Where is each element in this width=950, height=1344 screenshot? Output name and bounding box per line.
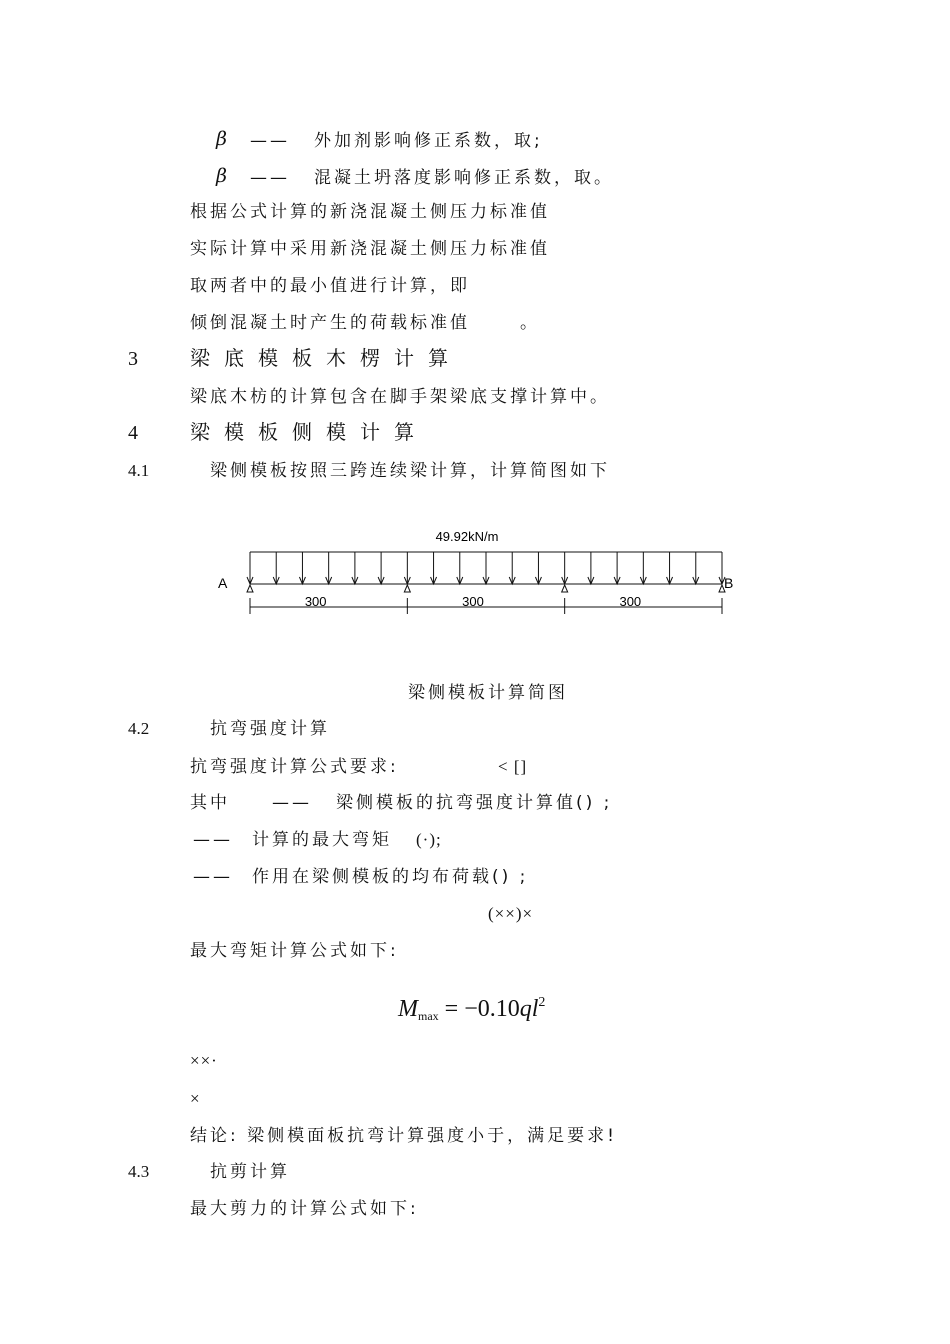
subsection-number: 4.3 (128, 1162, 150, 1181)
support-label-a: A (218, 575, 228, 591)
load-text: 作用在梁侧模板的均布荷载() ; (252, 867, 529, 887)
section-number: 4 (128, 422, 138, 444)
where-lead: 其中 (190, 793, 230, 813)
subsection-number: 4.1 (128, 461, 150, 480)
beta-symbol: β (216, 128, 227, 150)
load-label: 49.92kN/m (435, 529, 499, 544)
text-line: 根据公式计算的新浇混凝土侧压力标准值 (190, 202, 550, 222)
support-label-b: B (724, 575, 734, 591)
moment-unit: (·); (416, 830, 442, 849)
supports (247, 585, 725, 592)
text-line: 梁侧模板按照三跨连续梁计算，计算简图如下 (210, 461, 610, 481)
section-number: 3 (128, 348, 138, 370)
load-dash: —— (193, 867, 233, 887)
where-dash: —— (272, 793, 312, 813)
dimension-label: 300 (462, 594, 484, 609)
calc-line: ××· (190, 1051, 218, 1070)
formula-sup: 2 (538, 995, 546, 1010)
text-line: 抗弯强度计算公式要求: (190, 757, 399, 777)
text-line: 实际计算中采用新浇混凝土侧压力标准值 (190, 239, 550, 259)
subsection-title: 抗剪计算 (210, 1162, 290, 1182)
subsection-number: 4.2 (128, 719, 150, 738)
formula-requirement: < [] (498, 757, 528, 776)
formula-q: q (519, 996, 532, 1022)
support-triangle (404, 585, 410, 592)
diagram-caption: 梁侧模板计算简图 (408, 683, 568, 703)
beta2-dash: —— (250, 168, 290, 188)
formula-l: l (531, 996, 539, 1022)
beam-diagram (200, 520, 760, 630)
moment-dash: —— (193, 830, 233, 850)
formula-eq: = −0.10 (438, 996, 520, 1022)
text-line: 取两者中的最小值进行计算，即 (190, 276, 470, 296)
section-heading: 梁底模板木楞计算 (190, 346, 462, 370)
dimension-label: 300 (619, 594, 642, 609)
support-triangle (247, 585, 253, 592)
beta2-text: 混凝土坍落度影响修正系数，取。 (314, 168, 614, 188)
dimension-line (250, 592, 722, 614)
where-text: 梁侧模板的抗弯强度计算值() ; (336, 793, 613, 813)
text-line: 最大剪力的计算公式如下: (190, 1199, 419, 1219)
beta-symbol: β (216, 165, 227, 187)
moment-text: 计算的最大弯矩 (252, 830, 392, 850)
text-line-end: 。 (520, 313, 540, 333)
text-line: 最大弯矩计算公式如下: (190, 941, 399, 961)
conclusion: 结论: 梁侧模面板抗弯计算强度小于，满足要求! (190, 1126, 617, 1146)
formula-m: M (398, 996, 418, 1022)
section-heading: 梁模板侧模计算 (190, 420, 428, 444)
max-moment-formula (398, 988, 545, 1031)
dimension-label: 300 (304, 594, 327, 609)
load-arrows (247, 552, 725, 584)
text-line: 梁底木枋的计算包含在脚手架梁底支撑计算中。 (190, 387, 610, 407)
calc-line: × (190, 1089, 201, 1108)
text-line: 倾倒混凝土时产生的荷载标准值 (190, 313, 470, 333)
formula-sub: max (418, 1009, 439, 1023)
beta1-dash: —— (250, 131, 290, 151)
support-triangle (562, 585, 568, 592)
subsection-title: 抗弯强度计算 (210, 719, 330, 739)
load-expression: (××)× (488, 904, 534, 923)
beta1-text: 外加剂影响修正系数，取; (314, 131, 543, 151)
